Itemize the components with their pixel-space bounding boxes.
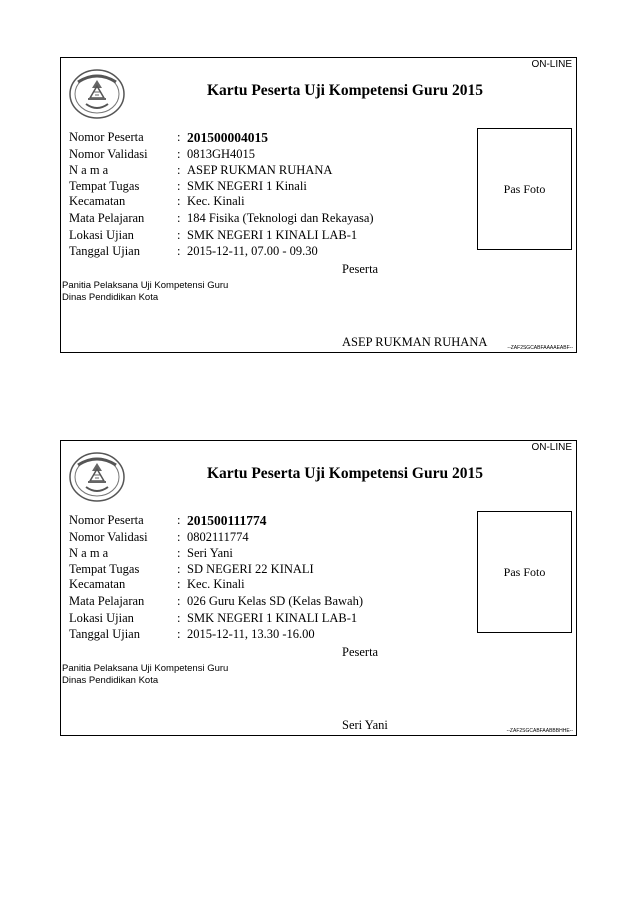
field-value: ASEP RUKMAN RUHANA <box>187 163 333 177</box>
field-label: Mata Pelajaran <box>69 594 145 608</box>
field-colon: : <box>177 244 181 258</box>
participant-card-2 <box>60 440 577 736</box>
field-colon: : <box>177 228 181 242</box>
field-label: Tanggal Ujian <box>69 627 140 641</box>
photo-label: Pas Foto <box>503 181 546 196</box>
field-value: SMK NEGERI 1 KINALI LAB-1 <box>187 228 358 242</box>
field-value: SMK NEGERI 1 Kinali <box>187 179 307 193</box>
online-label: ON-LINE <box>531 59 572 70</box>
field-colon: : <box>177 194 181 208</box>
field-label: Tempat Tugas <box>69 562 140 576</box>
field-colon: : <box>177 211 181 225</box>
committee-line: Dinas Pendidikan Kota <box>62 675 159 686</box>
field-colon: : <box>177 147 181 161</box>
field-colon: : <box>177 577 181 591</box>
field-value: 184 Fisika (Teknologi dan Rekayasa) <box>187 211 374 225</box>
field-value: 0802111774 <box>187 530 249 544</box>
card-title: Kartu Peserta Uji Kompetensi Guru 2015 <box>207 465 483 482</box>
field-colon: : <box>177 130 181 144</box>
field-label: Kecamatan <box>69 194 126 208</box>
peserta-label: Peserta <box>342 645 379 659</box>
field-value: 201500111774 <box>187 513 267 528</box>
field-value: 2015-12-11, 07.00 - 09.30 <box>187 244 318 258</box>
field-value: SD NEGERI 22 KINALI <box>187 562 314 576</box>
field-colon: : <box>177 562 181 576</box>
photo-box <box>477 128 572 250</box>
photo-box <box>477 511 572 633</box>
field-label: N a m a <box>69 546 109 560</box>
field-colon: : <box>177 627 181 641</box>
field-label: Tanggal Ujian <box>69 244 140 258</box>
field-label: Lokasi Ujian <box>69 611 134 625</box>
field-label: Nomor Validasi <box>69 147 148 161</box>
field-colon: : <box>177 546 181 560</box>
field-label: Tempat Tugas <box>69 179 140 193</box>
field-label: Nomor Peserta <box>69 130 144 144</box>
field-colon: : <box>177 594 181 608</box>
field-label: Mata Pelajaran <box>69 211 145 225</box>
field-label: Nomor Peserta <box>69 513 144 527</box>
tut-wuri-handayani-emblem-icon <box>68 68 126 120</box>
field-value: 201500004015 <box>187 130 268 145</box>
committee-block <box>62 280 228 304</box>
committee-line: Panitia Pelaksana Uji Kompetensi Guru <box>62 663 229 674</box>
field-colon: : <box>177 163 181 177</box>
field-value: Kec. Kinali <box>187 577 245 591</box>
peserta-label: Peserta <box>342 262 379 276</box>
field-label: Kecamatan <box>69 577 126 591</box>
field-colon: : <box>177 179 181 193</box>
field-label: Lokasi Ujian <box>69 228 134 242</box>
participant-signature-name: ASEP RUKMAN RUHANA <box>342 335 488 349</box>
committee-line: Dinas Pendidikan Kota <box>62 292 159 303</box>
field-value: SMK NEGERI 1 KINALI LAB-1 <box>187 611 358 625</box>
card-code: --ZAF2SGCABFAAAAEABF-- <box>507 345 573 351</box>
field-value: Kec. Kinali <box>187 194 245 208</box>
participant-card-1 <box>60 57 577 353</box>
field-value: 0813GH4015 <box>187 147 256 161</box>
committee-block <box>62 663 228 687</box>
tut-wuri-handayani-emblem-icon <box>68 451 126 503</box>
card-code: --ZAF2SGCABFAABBBHHE-- <box>506 728 573 734</box>
field-colon: : <box>177 530 181 544</box>
online-label: ON-LINE <box>531 442 572 453</box>
field-colon: : <box>177 513 181 527</box>
field-value: Seri Yani <box>187 546 233 560</box>
field-value: 2015-12-11, 13.30 -16.00 <box>187 627 315 641</box>
participant-signature-name: Seri Yani <box>342 718 388 732</box>
committee-line: Panitia Pelaksana Uji Kompetensi Guru <box>62 280 229 291</box>
field-value: 026 Guru Kelas SD (Kelas Bawah) <box>187 594 364 608</box>
field-label: Nomor Validasi <box>69 530 148 544</box>
field-label: N a m a <box>69 163 109 177</box>
card-title: Kartu Peserta Uji Kompetensi Guru 2015 <box>207 82 483 99</box>
field-colon: : <box>177 611 181 625</box>
photo-label: Pas Foto <box>503 564 546 579</box>
